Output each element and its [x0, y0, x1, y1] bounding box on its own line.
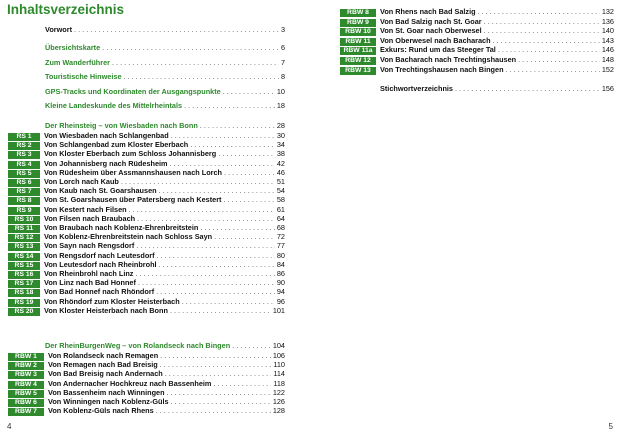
stage-code-badge: RS 9 — [8, 207, 40, 215]
toc-stage-entry[interactable] — [8, 306, 285, 315]
toc-entry[interactable] — [45, 87, 285, 96]
toc-page-number: 7 — [280, 58, 285, 67]
stage-code-badge: RBW 11a — [340, 47, 376, 55]
toc-label: Von Trechtingshausen nach Bingen — [380, 64, 504, 74]
toc-stage-entry[interactable] — [8, 369, 285, 378]
toc-label: Von Rüdesheim über Assmannshausen nach Lorch — [44, 167, 223, 177]
toc-stage-entry[interactable] — [8, 278, 285, 287]
toc-stage-entry[interactable] — [8, 140, 285, 149]
toc-page-number: 122 — [272, 387, 285, 397]
dot-leader — [74, 25, 279, 34]
toc-entry[interactable] — [45, 72, 285, 81]
toc-label: Von Braubach nach Koblenz-Ehrenbreitstein — [44, 223, 199, 232]
stage-code-badge: RS 11 — [8, 225, 40, 233]
dot-leader — [484, 17, 600, 26]
stage-code-badge: RS 1 — [8, 133, 40, 141]
dot-leader — [200, 223, 275, 232]
toc-page-number: 132 — [601, 7, 614, 16]
dot-leader — [124, 72, 279, 81]
section-heading-rheinburgenweg[interactable] — [45, 341, 285, 350]
toc-stage-entry[interactable] — [8, 241, 285, 250]
toc-page-number: 38 — [276, 149, 285, 159]
toc-page-number: 86 — [276, 269, 285, 278]
toc-label: Von Kaub nach St. Goarshausen — [44, 186, 157, 196]
dot-leader — [129, 205, 275, 214]
stage-code-badge: RS 19 — [8, 299, 40, 307]
toc-page-number: 46 — [276, 167, 285, 177]
toc-page-number: 51 — [276, 177, 285, 186]
stage-code-badge: RS 16 — [8, 271, 40, 279]
stage-code-badge: RBW 8 — [340, 9, 376, 17]
toc-entry[interactable] — [45, 58, 285, 67]
dot-leader — [455, 84, 600, 93]
stage-code-badge: RBW 9 — [340, 19, 376, 27]
dot-leader — [506, 65, 600, 74]
toc-page-number: 106 — [272, 351, 285, 360]
dot-leader — [171, 397, 271, 406]
toc-label: Von Lorch nach Kaub — [44, 177, 119, 186]
toc-page-number: 104 — [272, 341, 285, 350]
toc-label: Von Bad Salzig nach St. Goar — [380, 16, 482, 26]
toc-label: Kleine Landeskunde des Mittelrheintals — [45, 101, 183, 110]
toc-stage-entry[interactable] — [8, 195, 285, 204]
toc-label: Von Koblenz-Güls nach Rhens — [48, 406, 154, 416]
dot-leader — [498, 45, 600, 54]
toc-stage-entry[interactable] — [8, 287, 285, 296]
toc-page-number: 110 — [273, 360, 285, 370]
stage-code-badge: RS 17 — [8, 280, 40, 288]
dot-leader — [121, 177, 275, 186]
toc-label: Von Bacharach nach Trechtingshausen — [380, 55, 517, 64]
toc-page-number: 126 — [272, 397, 285, 406]
toc-stage-entry[interactable] — [8, 260, 285, 269]
toc-label: GPS-Tracks und Koordinaten der Ausgangspunkte — [45, 87, 221, 96]
toc-page-number: 118 — [273, 378, 285, 388]
toc-stage-entry[interactable] — [340, 55, 614, 64]
stage-code-badge: RBW 10 — [340, 28, 376, 36]
toc-label: Von Wiesbaden nach Schlangenbad — [44, 131, 169, 140]
stage-code-badge: RS 20 — [8, 308, 40, 316]
toc-stage-entry[interactable] — [340, 17, 614, 26]
stage-code-badge: RS 13 — [8, 243, 40, 251]
toc-page-number: 61 — [276, 204, 285, 214]
stage-code-badge: RS 4 — [8, 161, 40, 169]
toc-label: Von Bassenheim nach Winningen — [48, 387, 165, 397]
dot-leader — [170, 306, 271, 315]
dot-leader — [136, 241, 275, 250]
toc-stage-entry[interactable] — [8, 351, 285, 360]
toc-entry[interactable] — [45, 25, 285, 34]
toc-label: Stichwortverzeichnis — [380, 84, 453, 93]
toc-label: Von Rolandseck nach Remagen — [48, 351, 159, 360]
page-number-left: 4 — [7, 422, 12, 431]
toc-stage-entry[interactable] — [340, 65, 614, 74]
stage-code-badge: RS 7 — [8, 188, 40, 196]
toc-page-number: 96 — [276, 296, 285, 306]
toc-page-number: 30 — [276, 131, 285, 140]
dot-leader — [182, 297, 275, 306]
toc-label: Von Leutesdorf nach Rheinbrohl — [44, 259, 157, 269]
toc-page-number: 94 — [276, 287, 285, 297]
toc-stage-entry[interactable] — [8, 388, 285, 397]
dot-leader — [159, 186, 275, 195]
dot-leader — [157, 251, 275, 260]
stage-code-badge: RS 2 — [8, 142, 40, 150]
toc-entry[interactable] — [45, 43, 285, 52]
stage-code-badge: RBW 13 — [340, 67, 376, 75]
stage-code-badge: RBW 12 — [340, 57, 376, 65]
toc-stage-entry[interactable] — [340, 45, 614, 54]
page-title: Inhaltsverzeichnis — [7, 2, 125, 17]
toc-stage-entry[interactable] — [340, 36, 614, 45]
toc-label: Von Winningen nach Koblenz-Güls — [48, 397, 169, 406]
dot-leader — [218, 149, 275, 158]
toc-page-number: 8 — [280, 72, 285, 81]
toc-stage-entry[interactable] — [8, 223, 285, 232]
toc-stage-entry[interactable] — [8, 297, 285, 306]
stage-code-badge: RBW 11 — [340, 38, 376, 46]
dot-leader — [171, 131, 275, 140]
stage-code-badge: RS 6 — [8, 179, 40, 187]
stage-code-badge: RS 3 — [8, 151, 40, 159]
dot-leader — [138, 278, 275, 287]
toc-page-number: 3 — [280, 25, 285, 34]
stage-code-badge: RBW 3 — [8, 371, 44, 379]
toc-page-number: 152 — [601, 64, 614, 74]
toc-page-number: 148 — [601, 55, 614, 64]
dot-leader — [156, 287, 275, 296]
toc-stage-entry[interactable] — [8, 131, 285, 140]
toc-stage-entry[interactable] — [8, 269, 285, 278]
toc-page-number: 64 — [276, 213, 285, 223]
toc-label: Von Filsen nach Braubach — [44, 213, 136, 223]
dot-leader — [160, 360, 272, 369]
toc-stage-entry[interactable] — [8, 232, 285, 241]
stage-code-badge: RS 12 — [8, 234, 40, 242]
toc-label: Von Kloster Heisterbach nach Bonn — [44, 305, 168, 315]
toc-page-number: 28 — [276, 121, 285, 130]
toc-page-number: 146 — [601, 45, 614, 55]
toc-page-number: 77 — [276, 241, 285, 251]
toc-stage-entry[interactable] — [8, 360, 285, 369]
toc-label: Von Kloster Eberbach zum Schloss Johannisberg — [44, 149, 217, 159]
toc-page-number: 143 — [601, 35, 614, 45]
dot-leader — [160, 351, 271, 360]
toc-stage-entry[interactable] — [8, 149, 285, 158]
toc-page-number: 58 — [276, 195, 285, 205]
toc-page-number: 68 — [276, 223, 285, 232]
toc-label: Von Bad Honnef nach Rhöndorf — [44, 287, 155, 297]
stage-code-badge: RBW 2 — [8, 362, 44, 370]
dot-leader — [156, 406, 271, 415]
toc-label: Von Oberwesel nach Bacharach — [380, 35, 491, 45]
dot-leader — [518, 55, 600, 64]
toc-page-number: 6 — [280, 43, 285, 52]
stage-code-badge: RBW 7 — [8, 408, 44, 416]
dot-leader — [478, 7, 600, 16]
toc-label: Touristische Hinweise — [45, 72, 122, 81]
dot-leader — [232, 341, 271, 350]
dot-leader — [167, 388, 271, 397]
toc-index-entry[interactable] — [380, 84, 614, 93]
stage-code-badge: RS 15 — [8, 262, 40, 270]
toc-stage-entry[interactable] — [8, 168, 285, 177]
toc-label: Von Kestert nach Filsen — [44, 204, 127, 214]
dot-leader — [170, 159, 275, 168]
toc-label: Exkurs: Rund um das Steeger Tal — [380, 45, 496, 55]
toc-page-number: 34 — [276, 140, 285, 150]
section-heading-rheinsteig[interactable] — [45, 121, 285, 130]
stage-code-badge: RS 5 — [8, 170, 40, 178]
toc-label: Übersichtskarte — [45, 43, 101, 52]
toc-stage-entry[interactable] — [8, 177, 285, 186]
toc-stage-entry[interactable] — [8, 205, 285, 214]
toc-label: Von Remagen nach Bad Breisig — [48, 360, 158, 370]
toc-label: Von Sayn nach Rengsdorf — [44, 241, 135, 251]
toc-stage-entry[interactable] — [8, 397, 285, 406]
dot-leader — [137, 214, 275, 223]
dot-leader — [484, 26, 600, 35]
toc-label: Zum Wanderführer — [45, 58, 110, 67]
toc-label: Von St. Goarshausen über Patersberg nach Kestert — [44, 195, 222, 205]
toc-stage-entry[interactable] — [8, 251, 285, 260]
stage-code-badge: RBW 5 — [8, 390, 44, 398]
stage-code-badge: RBW 1 — [8, 353, 44, 361]
right-page — [310, 0, 620, 434]
toc-page-number: 140 — [601, 26, 614, 36]
stage-code-badge: RS 10 — [8, 216, 40, 224]
dot-leader — [493, 36, 600, 45]
toc-stage-entry[interactable] — [8, 159, 285, 168]
stage-code-badge: RBW 6 — [8, 399, 44, 407]
dot-leader — [223, 195, 274, 204]
toc-page-number: 90 — [276, 278, 285, 288]
toc-page-number: 114 — [273, 369, 285, 379]
toc-page-number: 101 — [272, 305, 285, 315]
dot-leader — [200, 121, 275, 130]
toc-label: Von Rhens nach Bad Salzig — [380, 7, 476, 16]
toc-page-number: 80 — [276, 250, 285, 260]
toc-label: Vorwort — [45, 25, 73, 34]
toc-label: Von Koblenz-Ehrenbreitstein nach Schloss Sayn — [44, 232, 213, 242]
toc-label: Von Rheinbrohl nach Linz — [44, 269, 134, 278]
stage-code-badge: RS 18 — [8, 289, 40, 297]
dot-leader — [184, 101, 275, 110]
toc-stage-entry[interactable] — [8, 406, 285, 415]
dot-leader — [213, 379, 271, 388]
toc-page-number: 72 — [276, 232, 285, 242]
dot-leader — [224, 168, 275, 177]
toc-stage-entry[interactable] — [8, 214, 285, 223]
dot-leader — [135, 269, 274, 278]
toc-page-number: 18 — [276, 101, 285, 110]
toc-page-number: 128 — [272, 406, 285, 416]
dot-leader — [214, 232, 275, 241]
toc-page-number: 156 — [601, 84, 614, 93]
toc-label: Von Linz nach Bad Honnef — [44, 278, 136, 288]
stage-code-badge: RBW 4 — [8, 381, 44, 389]
toc-label: Von Schlangenbad zum Kloster Eberbach — [44, 140, 189, 150]
page-number-right: 5 — [608, 422, 613, 431]
toc-label: Der RheinBurgenWeg – von Rolandseck nach Bingen — [45, 341, 231, 350]
toc-entry[interactable] — [45, 101, 285, 110]
toc-page-number: 10 — [276, 87, 285, 96]
toc-label: Von Bad Breisig nach Andernach — [48, 369, 163, 379]
dot-leader — [223, 87, 275, 96]
toc-label: Von St. Goar nach Oberwesel — [380, 26, 482, 36]
stage-code-badge: RS 14 — [8, 253, 40, 261]
toc-stage-entry[interactable] — [340, 26, 614, 35]
toc-stage-entry[interactable] — [8, 379, 285, 388]
toc-page-number: 54 — [276, 186, 285, 196]
dot-leader — [159, 260, 275, 269]
dot-leader — [165, 369, 272, 378]
toc-page-number: 84 — [276, 259, 285, 269]
stage-code-badge: RS 8 — [8, 197, 40, 205]
toc-label: Der Rheinsteig – von Wiesbaden nach Bonn — [45, 121, 198, 130]
dot-leader — [190, 140, 275, 149]
dot-leader — [112, 58, 279, 67]
toc-label: Von Rhöndorf zum Kloster Heisterbach — [44, 296, 180, 306]
toc-page-number: 136 — [601, 16, 614, 26]
toc-stage-entry[interactable] — [340, 7, 614, 16]
toc-stage-entry[interactable] — [8, 186, 285, 195]
toc-label: Von Andernacher Hochkreuz nach Bassenheim — [48, 378, 212, 388]
toc-page-number: 42 — [276, 158, 285, 168]
toc-label: Von Rengsdorf nach Leutesdorf — [44, 250, 155, 260]
dot-leader — [102, 43, 279, 52]
toc-label: Von Johannisberg nach Rüdesheim — [44, 158, 168, 168]
